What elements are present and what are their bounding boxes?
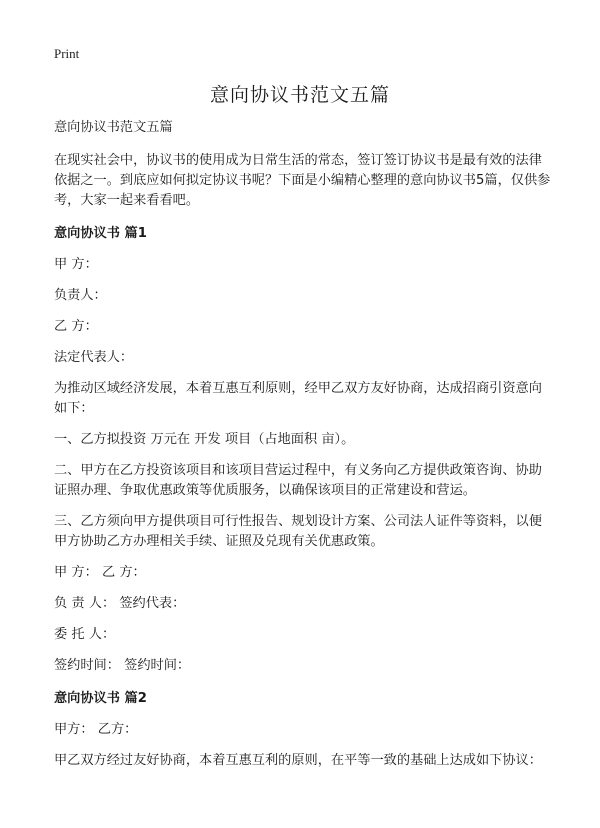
- section1-item-2: 二、甲方在乙方投资该项目和该项目营运过程中，有义务向乙方提供政策咨询、协助证照办理、争取优惠政策等优质服务，以确保该项目的正常建设和营运。: [54, 463, 542, 498]
- person-in-charge-line: 负责人：: [54, 288, 107, 303]
- signature-agent-line: 委 托 人：: [54, 627, 116, 642]
- section1-heading: 意向协议书 篇1: [54, 226, 147, 241]
- document-title: 意向协议书范文五篇: [209, 84, 390, 106]
- section1-item-1: 一、乙方拟投资 万元在 开发 项目（占地面积 亩）。: [54, 432, 355, 447]
- party-a-line: 甲 方：: [54, 257, 98, 272]
- section2-preamble: 甲乙双方经过友好协商，本着互惠互利的原则，在平等一致的基础上达成如下协议：: [54, 753, 542, 768]
- document-subtitle: 意向协议书范文五篇: [54, 120, 173, 135]
- section1-item-3: 三、乙方须向甲方提供项目可行性报告、规划设计方案、公司法人证件等资料，以便甲方协助乙方办理相关手续、证照及兑现有关优惠政策。: [54, 514, 542, 549]
- section2-parties-line: 甲方： 乙方：: [54, 722, 138, 737]
- section2-heading: 意向协议书 篇2: [54, 691, 147, 706]
- print-link[interactable]: Print: [54, 46, 80, 61]
- signature-time-line: 签约时间： 签约时间：: [54, 658, 191, 673]
- intro-paragraph: 在现实社会中，协议书的使用成为日常生活的常态，签订签订协议书是最有效的法律依据之一。到底应如何拟定协议书呢？下面是小编精心整理的意向协议书5篇，仅供参考，大家一起来看看吧。: [54, 153, 551, 208]
- document-body: [54, 116, 552, 771]
- section1-preamble: 为推动区域经济发展，本着互惠互利原则，经甲乙双方友好协商，达成招商引资意向如下：: [54, 381, 542, 416]
- signature-parties-line: 甲 方： 乙 方：: [54, 565, 146, 580]
- legal-rep-line: 法定代表人：: [54, 350, 134, 365]
- party-b-line: 乙 方：: [54, 319, 98, 334]
- signature-rep-line: 负 责 人： 签约代表：: [54, 596, 186, 611]
